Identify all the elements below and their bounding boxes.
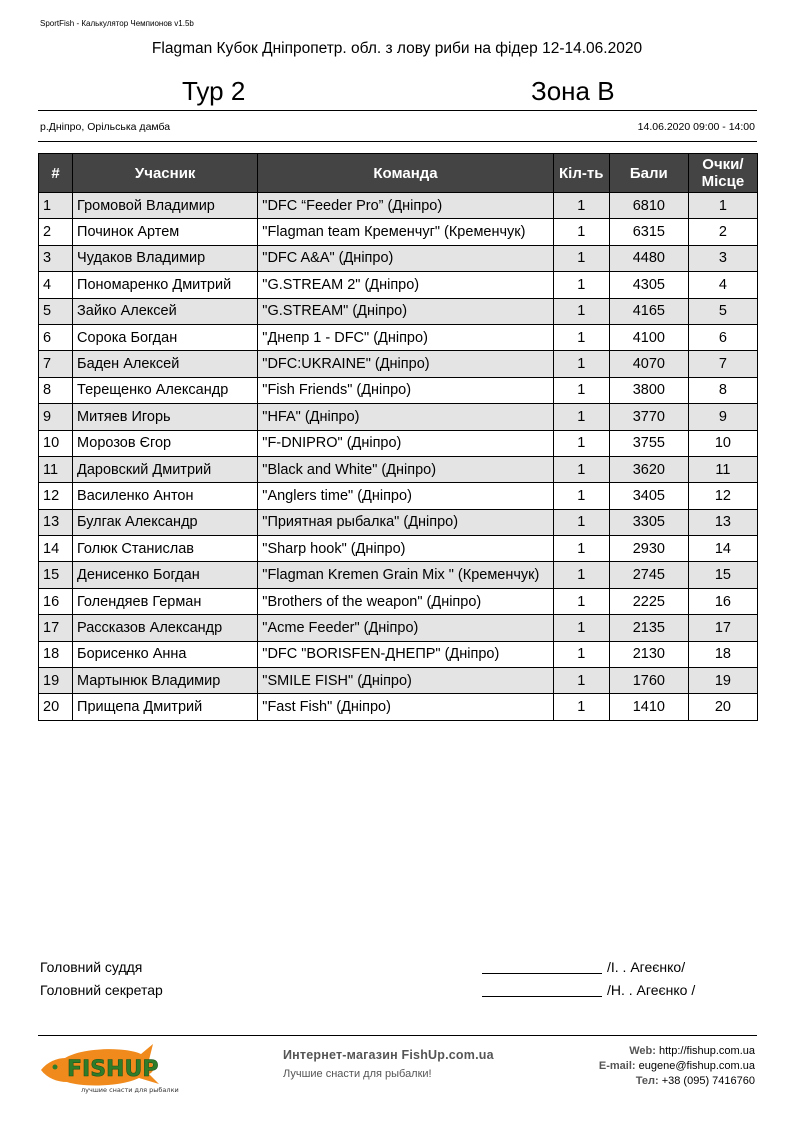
team-name: "DFC A&A" (Дніпро) [258, 245, 553, 271]
footer-divider [38, 1035, 757, 1036]
zone-label: Зона В [531, 76, 615, 106]
contact-phone [599, 1074, 755, 1089]
email-value[interactable]: eugene@fishup.com.ua [638, 1060, 755, 1072]
place: 17 [688, 615, 757, 641]
catch-count: 1 [553, 351, 609, 377]
participant-name: Починок Артем [73, 219, 258, 245]
points: 2745 [609, 562, 688, 588]
phone-label: Тел: [635, 1075, 659, 1087]
place: 16 [688, 588, 757, 614]
table-row [39, 193, 758, 219]
row-number: 16 [39, 588, 73, 614]
web-label: Web: [629, 1045, 656, 1057]
team-name: "DFC:UKRAINE" (Дніпро) [258, 351, 553, 377]
column-header-count: Кіл-ть [553, 154, 609, 193]
head-secretary-label: Головний секретар [40, 982, 163, 998]
head-secretary-name: /Н. . Агеєнко / [607, 982, 696, 998]
date-time: 14.06.2020 09:00 - 14:00 [637, 121, 755, 133]
table-header-row [39, 154, 758, 193]
column-header-points: Бали [609, 154, 688, 193]
participant-name: Пономаренко Дмитрий [73, 272, 258, 298]
points: 3405 [609, 483, 688, 509]
team-name: "Anglers time" (Дніпро) [258, 483, 553, 509]
catch-count: 1 [553, 377, 609, 403]
row-number: 2 [39, 219, 73, 245]
place: 10 [688, 430, 757, 456]
points: 3620 [609, 456, 688, 482]
team-name: "Приятная рыбалка" (Дніпро) [258, 509, 553, 535]
catch-count: 1 [553, 404, 609, 430]
points: 3800 [609, 377, 688, 403]
team-name: "F-DNIPRO" (Дніпро) [258, 430, 553, 456]
table-row [39, 588, 758, 614]
contact-web [599, 1044, 755, 1059]
team-name: "Fish Friends" (Дніпро) [258, 377, 553, 403]
place: 5 [688, 298, 757, 324]
place: 4 [688, 272, 757, 298]
place-header-line-1: Очки/ [702, 156, 744, 173]
row-number: 10 [39, 430, 73, 456]
points: 2225 [609, 588, 688, 614]
table-row [39, 245, 758, 271]
catch-count: 1 [553, 694, 609, 720]
table-row [39, 272, 758, 298]
place-header-line-2: Місце [701, 173, 745, 190]
team-name: "Днепр 1 - DFC" (Дніпро) [258, 324, 553, 350]
points: 4100 [609, 324, 688, 350]
catch-count: 1 [553, 483, 609, 509]
column-header-participant: Учасник [73, 154, 258, 193]
row-number: 4 [39, 272, 73, 298]
team-name: "Black and White" (Дніпро) [258, 456, 553, 482]
table-row [39, 430, 758, 456]
catch-count: 1 [553, 456, 609, 482]
row-number: 9 [39, 404, 73, 430]
catch-count: 1 [553, 562, 609, 588]
head-judge-label: Головний суддя [40, 959, 143, 975]
table-row [39, 483, 758, 509]
row-number: 8 [39, 377, 73, 403]
participant-name: Василенко Антон [73, 483, 258, 509]
results-table [38, 153, 758, 721]
catch-count: 1 [553, 615, 609, 641]
row-number: 14 [39, 536, 73, 562]
catch-count: 1 [553, 324, 609, 350]
catch-count: 1 [553, 245, 609, 271]
team-name: "G.STREAM 2" (Дніпро) [258, 272, 553, 298]
place: 1 [688, 193, 757, 219]
catch-count: 1 [553, 219, 609, 245]
place: 3 [688, 245, 757, 271]
points: 2130 [609, 641, 688, 667]
document-title: Flagman Кубок Дніпропетр. обл. з лову риби на фідер 12-14.06.2020 [151, 40, 643, 57]
table-row [39, 694, 758, 720]
row-number: 19 [39, 668, 73, 694]
team-name: "DFC “Feeder Pro” (Дніпро) [258, 193, 553, 219]
catch-count: 1 [553, 588, 609, 614]
table-row [39, 641, 758, 667]
place: 20 [688, 694, 757, 720]
place: 19 [688, 668, 757, 694]
catch-count: 1 [553, 641, 609, 667]
svg-text:лучшие снасти для рыбалки: лучшие снасти для рыбалки [81, 1086, 179, 1094]
points: 1410 [609, 694, 688, 720]
points: 4480 [609, 245, 688, 271]
column-header-place [688, 154, 757, 193]
phone-value: +38 (095) 7416760 [661, 1075, 755, 1087]
table-row [39, 298, 758, 324]
column-header-team: Команда [258, 154, 553, 193]
team-name: "HFA" (Дніпро) [258, 404, 553, 430]
points: 1760 [609, 668, 688, 694]
catch-count: 1 [553, 430, 609, 456]
place: 13 [688, 509, 757, 535]
points: 4165 [609, 298, 688, 324]
table-row [39, 219, 758, 245]
points: 6315 [609, 219, 688, 245]
catch-count: 1 [553, 536, 609, 562]
place: 11 [688, 456, 757, 482]
place: 8 [688, 377, 757, 403]
participant-name: Зайко Алексей [73, 298, 258, 324]
points: 4305 [609, 272, 688, 298]
participant-name: Сорока Богдан [73, 324, 258, 350]
app-title: SportFish - Калькулятор Чемпионов v1.5b [40, 19, 194, 28]
participant-name: Борисенко Анна [73, 641, 258, 667]
row-number: 7 [39, 351, 73, 377]
catch-count: 1 [553, 298, 609, 324]
place: 14 [688, 536, 757, 562]
location: р.Дніпро, Орільська дамба [40, 121, 171, 133]
table-row [39, 456, 758, 482]
participant-name: Громовой Владимир [73, 193, 258, 219]
row-number: 12 [39, 483, 73, 509]
table-row [39, 351, 758, 377]
team-name: "Acme Feeder" (Дніпро) [258, 615, 553, 641]
participant-name: Прищепа Дмитрий [73, 694, 258, 720]
catch-count: 1 [553, 272, 609, 298]
team-name: "Fast Fish" (Дніпро) [258, 694, 553, 720]
participant-name: Морозов Єгор [73, 430, 258, 456]
fishup-logo [37, 1040, 179, 1096]
points: 3755 [609, 430, 688, 456]
shop-slogan: Лучшие снасти для рыбалки! [283, 1068, 432, 1080]
points: 3770 [609, 404, 688, 430]
participant-name: Даровский Дмитрий [73, 456, 258, 482]
row-number: 15 [39, 562, 73, 588]
row-number: 20 [39, 694, 73, 720]
signature-line [482, 996, 602, 997]
table-row [39, 509, 758, 535]
participant-name: Голюк Станислав [73, 536, 258, 562]
table-row [39, 404, 758, 430]
svg-text:FISHUP: FISHUP [67, 1057, 159, 1082]
points: 6810 [609, 193, 688, 219]
catch-count: 1 [553, 193, 609, 219]
row-number: 17 [39, 615, 73, 641]
shop-name: Интернет-магазин FishUp.com.ua [283, 1048, 494, 1062]
row-number: 6 [39, 324, 73, 350]
place: 7 [688, 351, 757, 377]
place: 6 [688, 324, 757, 350]
contact-email [599, 1059, 755, 1074]
team-name: "Flagman Kremen Grain Mix " (Кременчук) [258, 562, 553, 588]
place: 18 [688, 641, 757, 667]
team-name: "G.STREAM" (Дніпро) [258, 298, 553, 324]
participant-name: Митяев Игорь [73, 404, 258, 430]
table-row [39, 668, 758, 694]
place: 15 [688, 562, 757, 588]
round-label: Тур 2 [182, 76, 246, 106]
participant-name: Рассказов Александр [73, 615, 258, 641]
contacts-block [599, 1044, 755, 1089]
points: 2930 [609, 536, 688, 562]
points: 2135 [609, 615, 688, 641]
place: 2 [688, 219, 757, 245]
head-judge-name: /І. . Агеєнко/ [607, 959, 686, 975]
table-row [39, 324, 758, 350]
team-name: "DFC "BORISFEN-ДНЕПР" (Дніпро) [258, 641, 553, 667]
row-number: 3 [39, 245, 73, 271]
team-name: "Flagman team Кременчуг" (Кременчук) [258, 219, 553, 245]
points: 4070 [609, 351, 688, 377]
team-name: "Sharp hook" (Дніпро) [258, 536, 553, 562]
participant-name: Чудаков Владимир [73, 245, 258, 271]
catch-count: 1 [553, 668, 609, 694]
team-name: "Brothers of the weapon" (Дніпро) [258, 588, 553, 614]
table-row [39, 562, 758, 588]
participant-name: Мартынюк Владимир [73, 668, 258, 694]
column-header-number: # [39, 154, 73, 193]
email-label: E-mail: [598, 1060, 636, 1072]
table-row [39, 536, 758, 562]
participant-name: Денисенко Богдан [73, 562, 258, 588]
row-number: 11 [39, 456, 73, 482]
participant-name: Баден Алексей [73, 351, 258, 377]
signature-line [482, 973, 602, 974]
catch-count: 1 [553, 509, 609, 535]
divider [38, 110, 757, 111]
participant-name: Голендяев Герман [73, 588, 258, 614]
row-number: 1 [39, 193, 73, 219]
team-name: "SMILE FISH" (Дніпро) [258, 668, 553, 694]
row-number: 18 [39, 641, 73, 667]
web-value[interactable]: http://fishup.com.ua [659, 1045, 755, 1057]
place: 12 [688, 483, 757, 509]
row-number: 13 [39, 509, 73, 535]
table-row [39, 377, 758, 403]
divider [38, 141, 757, 142]
table-row [39, 615, 758, 641]
points: 3305 [609, 509, 688, 535]
participant-name: Терещенко Александр [73, 377, 258, 403]
place: 9 [688, 404, 757, 430]
participant-name: Булгак Александр [73, 509, 258, 535]
row-number: 5 [39, 298, 73, 324]
